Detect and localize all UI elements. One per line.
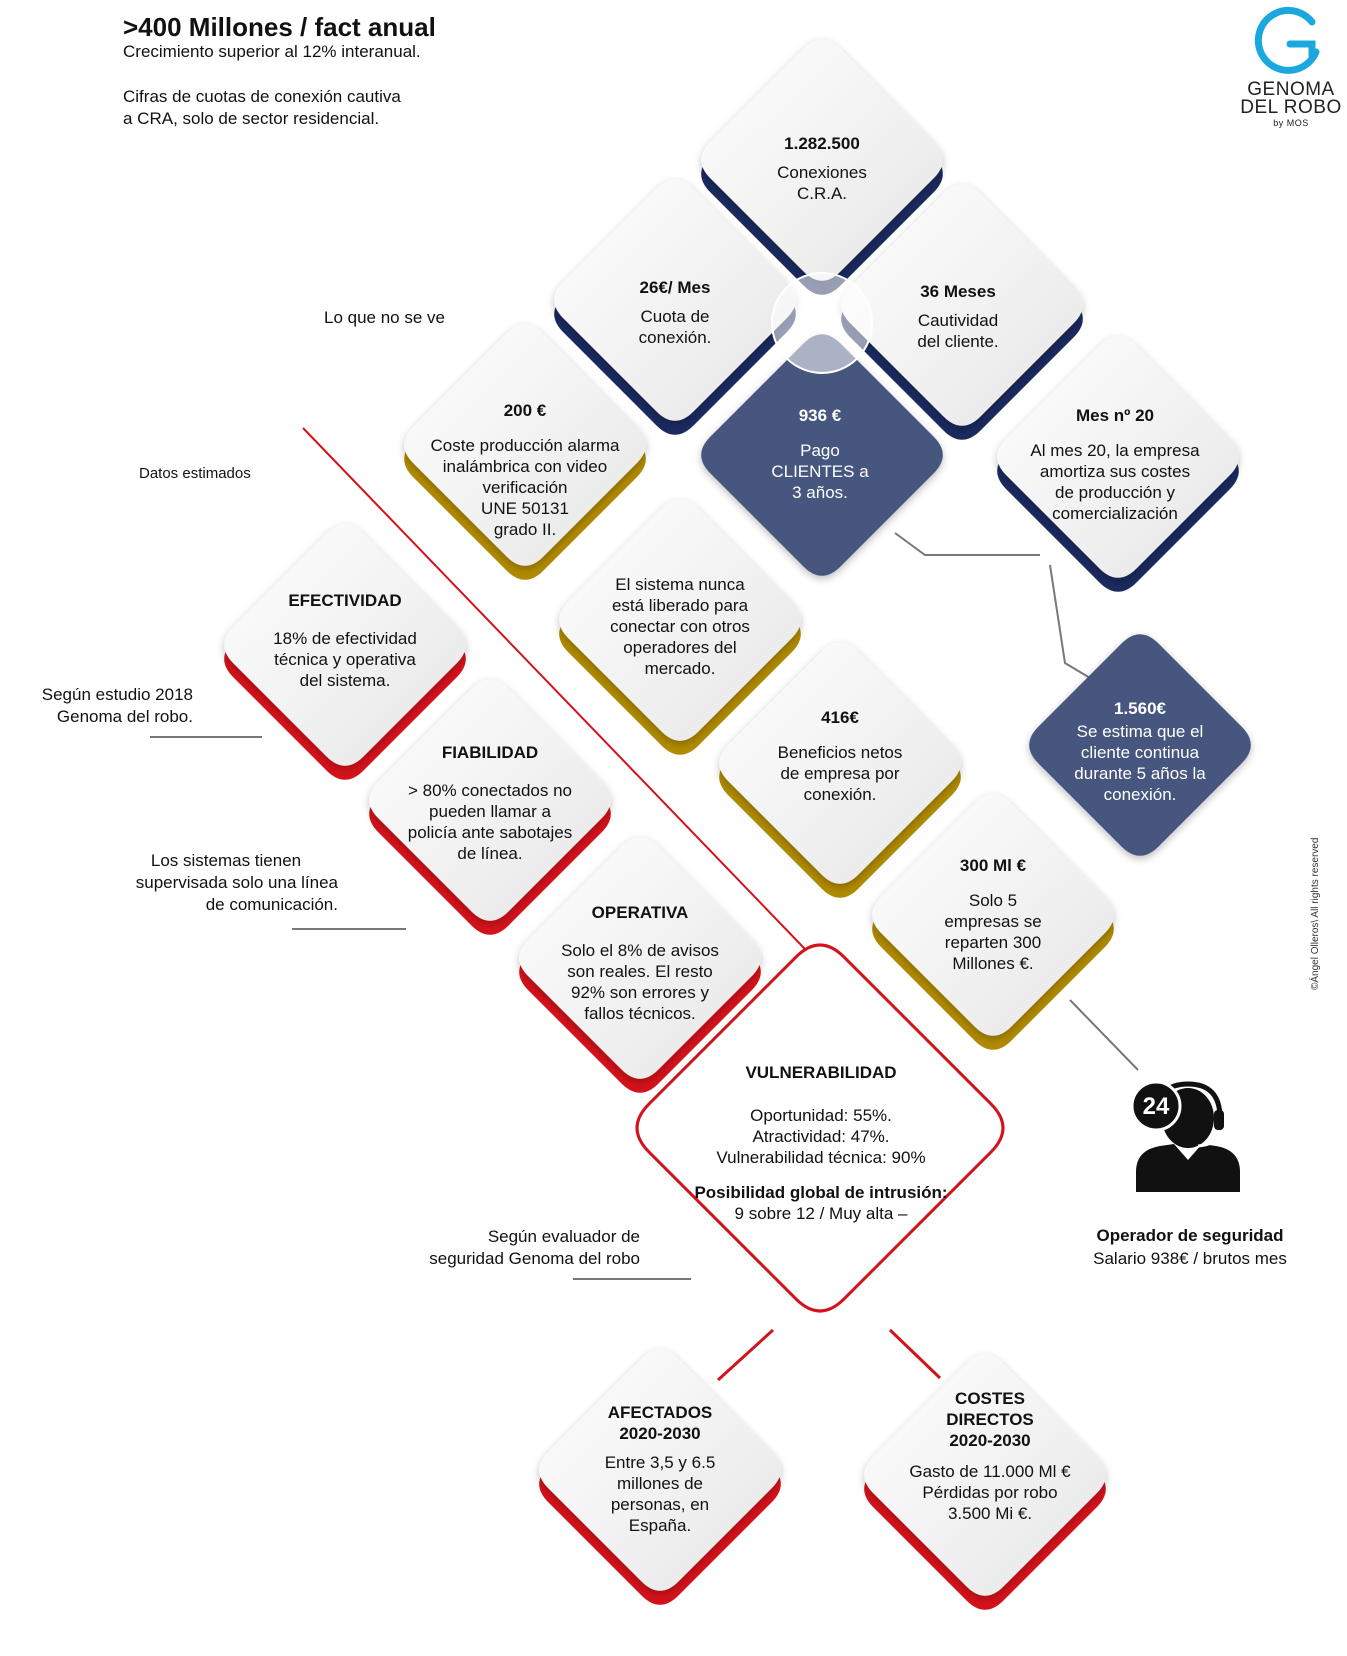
connector-mes20-estima <box>1050 565 1090 678</box>
card-operativa-line4: fallos técnicos. <box>584 1004 696 1023</box>
card-mes20-value: Mes nº 20 <box>1075 406 1155 425</box>
card-costes <box>880 1388 1100 1524</box>
card-estima <box>1040 698 1240 805</box>
card-costes-value2: DIRECTOS <box>946 1410 1034 1429</box>
label-estudio-line2: Genoma del robo. <box>56 707 193 726</box>
card-meses-value: 36 Meses <box>920 282 996 301</box>
card-cuota <box>575 277 775 348</box>
label-sistemas-line2: supervisada solo una línea <box>135 873 338 892</box>
card-efectividad-line3: del sistema. <box>299 671 391 690</box>
rule-evaluador <box>573 1278 691 1280</box>
label-estudio-line1: Según estudio 2018 <box>41 685 193 704</box>
card-cuota-value: 26€/ Mes <box>639 278 711 297</box>
card-fiabilidad-line2: pueden llamar a <box>429 802 551 821</box>
card-estima-line3: durante 5 años la <box>1074 764 1206 783</box>
card-estima-value: 1.560€ <box>1114 699 1166 718</box>
card-operativa-line3: 92% son errores y <box>571 983 709 1002</box>
card-liberado-line3: conectar con otros <box>610 617 750 636</box>
card-pago <box>720 405 920 503</box>
connector-empresas-operator <box>1070 1000 1138 1070</box>
rule-sistemas <box>292 928 406 930</box>
connector-vuln-costes <box>890 1330 940 1378</box>
card-vulnerabilidad-line4: 9 sobre 12 / Muy alta – <box>734 1204 908 1223</box>
card-conexiones-line1: Conexiones <box>777 163 867 182</box>
card-pago-line2: CLIENTES a <box>771 462 869 481</box>
card-mes20-line4: comercialización <box>1052 504 1178 523</box>
operator-salary: Salario 938€ / brutos mes <box>1093 1249 1287 1268</box>
card-conexiones-line2: C.R.A. <box>796 184 848 203</box>
card-beneficios-line1: Beneficios netos <box>777 743 903 762</box>
card-costes-line2: Pérdidas por robo <box>922 1483 1058 1502</box>
card-costes-value1: COSTES <box>955 1389 1025 1408</box>
label-evaluador-line2: seguridad Genoma del robo <box>429 1249 640 1268</box>
card-efectividad <box>235 590 455 691</box>
card-vulnerabilidad <box>676 1062 966 1224</box>
logo-text-by: by MOS <box>1273 118 1309 128</box>
card-conexiones-value: 1.282.500 <box>784 134 860 153</box>
card-empresas-line4: Millones €. <box>952 954 1034 973</box>
card-meses-line1: Cautividad <box>917 311 999 330</box>
copyright-text: ©Ángel Olleros\ All rights reserved <box>1310 837 1321 990</box>
card-beneficios <box>740 707 940 805</box>
card-empresas-line1: Solo 5 <box>968 891 1018 910</box>
card-coste-line2: inalámbrica con video <box>442 457 608 476</box>
card-liberado-line1: El sistema nunca <box>615 575 745 594</box>
card-coste-line1: Coste producción alarma <box>430 436 620 455</box>
card-afectados-line2: millones de <box>617 1474 703 1493</box>
header-note-line1: Cifras de cuotas de conexión cautiva <box>123 87 401 106</box>
genoma-logo-icon <box>1250 0 1330 80</box>
card-cuota-line2: conexión. <box>638 328 712 347</box>
label-evaluador-line1: Según evaluador de <box>487 1227 640 1246</box>
card-operativa-line1: Solo el 8% de avisos <box>561 941 719 960</box>
label-sistemas-line1: Los sistemas tienen <box>150 851 302 870</box>
card-empresas-value: 300 Ml € <box>959 856 1027 875</box>
card-vulnerabilidad-line1: Oportunidad: 55%. <box>750 1106 892 1125</box>
card-fiabilidad-value: FIABILIDAD <box>441 743 539 762</box>
card-beneficios-line2: de empresa por <box>780 764 900 783</box>
card-fiabilidad-line4: de línea. <box>457 844 523 863</box>
card-efectividad-line2: técnica y operativa <box>274 650 416 669</box>
card-vulnerabilidad-line3: Vulnerabilidad técnica: 90% <box>716 1148 926 1167</box>
card-meses-line2: del cliente. <box>917 332 999 351</box>
card-estima-line1: Se estima que el <box>1076 722 1204 741</box>
card-afectados-value1: AFECTADOS <box>607 1403 713 1422</box>
card-afectados-line3: personas, en <box>610 1495 710 1514</box>
card-cuota-line1: Cuota de <box>640 307 710 326</box>
card-empresas-line2: empresas se <box>944 912 1042 931</box>
card-afectados-line1: Entre 3,5 y 6.5 <box>604 1453 716 1472</box>
card-pago-line3: 3 años. <box>792 483 848 502</box>
card-costes-line1: Gasto de 11.000 Ml € <box>909 1462 1071 1481</box>
card-coste-line4: UNE 50131 <box>481 499 569 518</box>
logo-text-del-robo: DEL ROBO <box>1240 97 1342 118</box>
rule-estudio <box>150 736 262 738</box>
page-title: >400 Millones / fact anual <box>123 12 436 42</box>
card-operativa <box>530 902 750 1024</box>
card-costes-line3: 3.500 Mi €. <box>947 1504 1033 1523</box>
operator-title: Operador de seguridad <box>1096 1226 1284 1245</box>
card-mes20-line2: amortiza sus costes <box>1039 462 1191 481</box>
card-afectados-line4: España. <box>628 1516 692 1535</box>
card-conexiones <box>722 133 922 204</box>
card-beneficios-line3: conexión. <box>803 785 877 804</box>
card-coste-line3: verificación <box>482 478 568 497</box>
label-lo-que-no-se-ve: Lo que no se ve <box>324 308 445 327</box>
card-efectividad-line1: 18% de efectividad <box>273 629 417 648</box>
card-fiabilidad-line3: policía ante sabotajes <box>407 823 573 842</box>
card-meses <box>858 281 1058 352</box>
card-pago-value: 936 € <box>798 406 842 425</box>
connector-vuln-afectados <box>718 1330 773 1380</box>
card-vulnerabilidad-line2: Atractividad: 47%. <box>752 1127 890 1146</box>
card-liberado-line2: está liberado para <box>611 596 749 615</box>
logo-text-genoma: GENOMA <box>1247 79 1335 100</box>
card-empresas-line3: reparten 300 <box>944 933 1042 952</box>
card-mes20 <box>1005 405 1225 524</box>
card-fiabilidad-line1: > 80% conectados no <box>408 781 572 800</box>
subtitle: Crecimiento superior al 12% interanual. <box>123 42 421 61</box>
card-mes20-line3: de producción y <box>1054 483 1176 502</box>
card-afectados-value2: 2020-2030 <box>619 1424 701 1443</box>
connector-pago-mes20 <box>895 533 1040 555</box>
card-vulnerabilidad-bold-line: Posibilidad global de intrusión: <box>694 1183 948 1202</box>
card-pago-line1: Pago <box>800 441 840 460</box>
card-operativa-line2: son reales. El resto <box>567 962 713 981</box>
card-coste <box>400 400 650 540</box>
card-costes-value3: 2020-2030 <box>949 1431 1031 1450</box>
highlight-circle <box>772 273 872 373</box>
header-note-line2: a CRA, solo de sector residencial. <box>123 109 380 128</box>
label-sistemas-line3: de comunicación. <box>205 895 338 914</box>
card-beneficios-value: 416€ <box>821 708 859 727</box>
card-mes20-line1: Al mes 20, la empresa <box>1030 441 1200 460</box>
card-liberado-line4: operadores del <box>623 638 737 657</box>
label-datos-estimados: Datos estimados <box>139 465 251 482</box>
card-liberado <box>580 574 780 679</box>
card-afectados <box>560 1402 760 1536</box>
card-estima-line4: conexión. <box>1103 785 1177 804</box>
card-estima-line2: cliente continua <box>1080 743 1200 762</box>
card-coste-value: 200 € <box>503 401 547 420</box>
card-vulnerabilidad-value: VULNERABILIDAD <box>745 1063 897 1082</box>
card-operativa-value: OPERATIVA <box>591 903 689 922</box>
operator-badge: 24 <box>1142 1093 1170 1120</box>
card-empresas <box>893 855 1093 974</box>
card-coste-line5: grado II. <box>493 520 557 539</box>
card-fiabilidad <box>380 742 600 864</box>
card-efectividad-value: EFECTIVIDAD <box>288 591 402 610</box>
card-liberado-line5: mercado. <box>644 659 716 678</box>
